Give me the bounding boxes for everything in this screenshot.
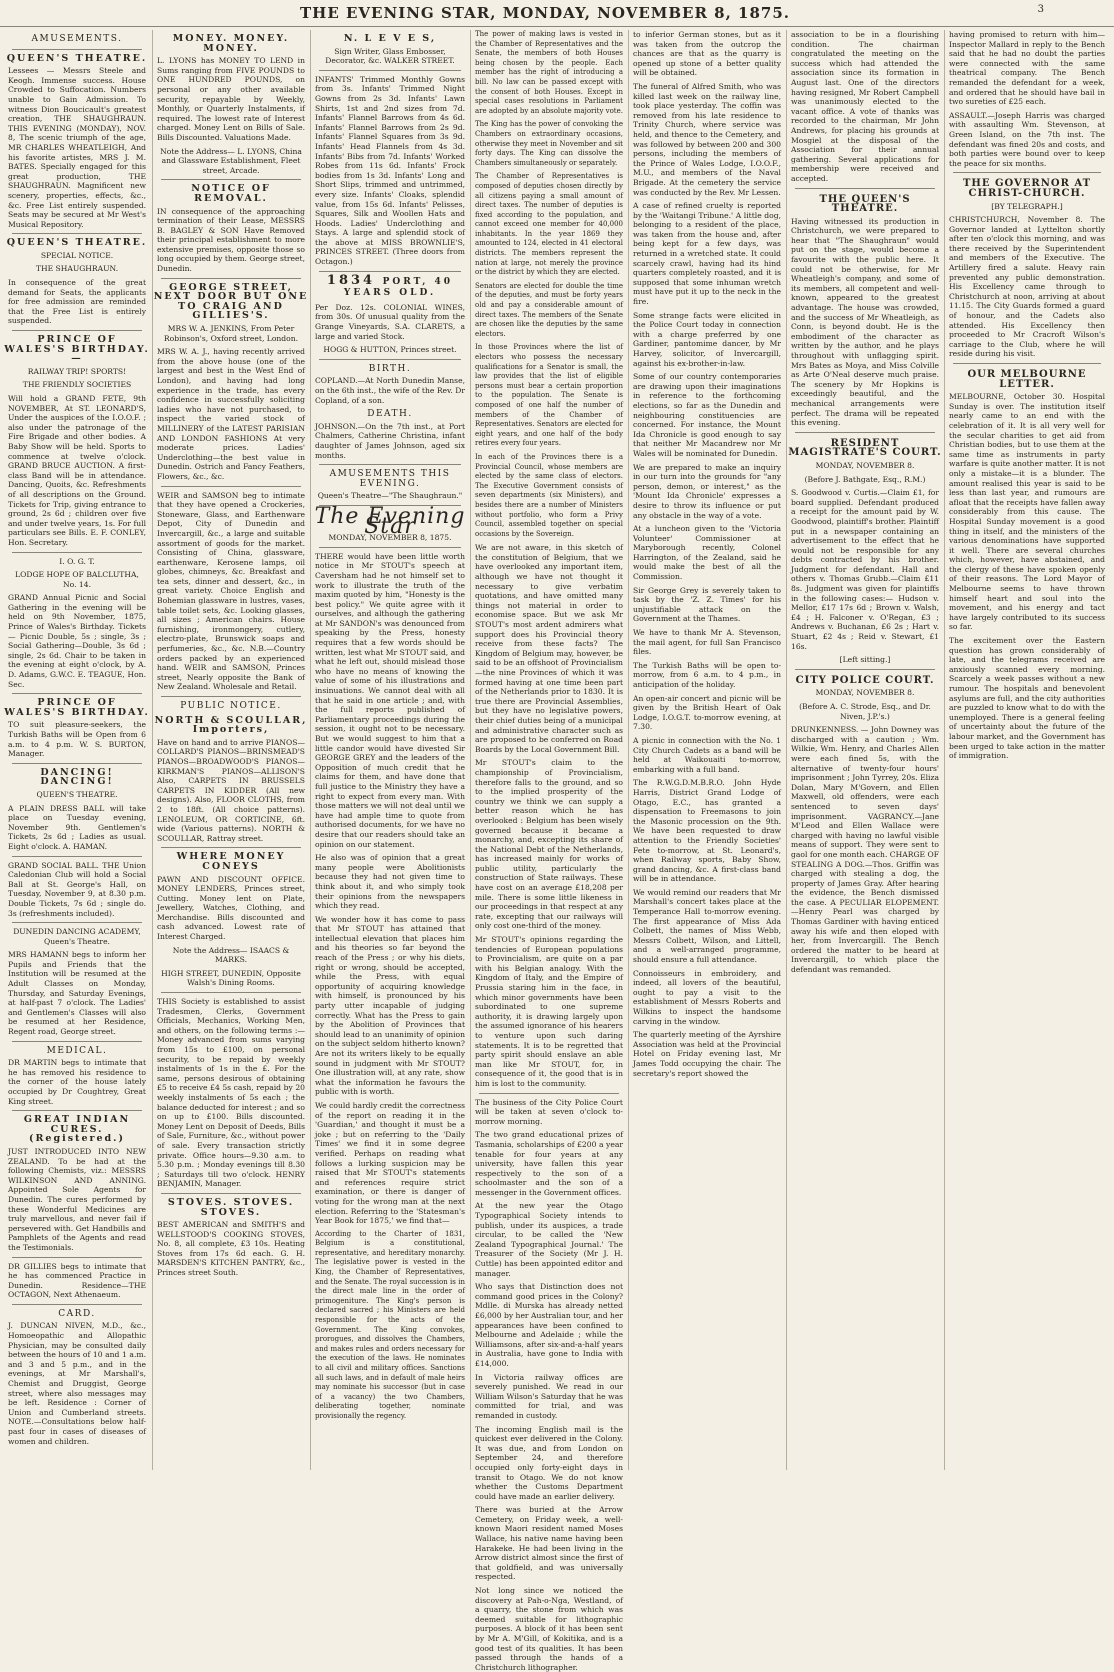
column-3 [310,30,469,1470]
ad-heading: WHERE MONEY CONEYS [176,851,286,872]
article-text: Connoisseurs in embroidery, and indeed, all lovers of the beautiful, ought to pay a visit to the establishment of Messrs Roberts and Wilkins to inspect the handsome carving in the window. [633,968,781,1026]
ad-heading: MONEY. MONEY. MONEY. [172,33,290,54]
section-heading: AMUSEMENTS. [31,34,123,44]
ad-text: BEST AMERICAN and SMITH'S and WELLSTOOD'S COOKING STOVES, No. 8, all complete, £3 10s. Heating Stoves from 17s 6d each. G. H. MARSDEN'S KITCHEN PANTRY, &c., Princes street South. [157,1220,305,1278]
ad-text: IN consequence of the approaching termination of their Lease, MESSRS B. BAGLEY & SON Have Removed their principal establishment to more extensive premises, opposite those so long occupied by them. George street, Dunedin. [157,206,305,274]
ad-subheading: SPECIAL NOTICE. [40,250,114,260]
ad-text: DR MARTIN begs to intimate that he has removed his residence to the corner of the house lately occupied by Dr Coughtrey, Great King street. [8,1058,146,1106]
article-date: MONDAY, NOVEMBER 8. [815,460,915,470]
ad-text: A PLAIN DRESS BALL will take place on Tuesday evening, November 9th. Gentlemen's Tickets, 2s 6d ; Ladies as usual. Eight o'clock. A. HAMAN. [8,803,146,851]
newspaper-title: THE EVENING STAR, MONDAY, NOVEMBER 8, 1875. [300,4,791,22]
article-text: In Victoria railway offices are severely punished. We read in our William Wilson's Saturday that he was committed for trial, and was remanded in custody. [475,1372,623,1420]
article-text: S. Goodwood v. Curtis.—Claim £1, for board supplied. Defendant produced a receipt for the amount paid by W. Goodwood, plaintiff's brother. Plaintiff put in a newspaper containing an advertisement to the effect that he would not be responsible for any debts contracted by his brother. Judgment for defendant. Hall and others v. Thomas Grubb.—Claim £11 8s. Judgment was given for plaintiffs in the following cases:— Hudson v. Mellor, £17 17s 6d ; Brown v. Walsh, £4 ; H. Falconer v. O'Regan, £3 ; Andrews v. Buchanan, £6 2s ; Hart v. Stuart, £2 4s ; Reid v. Stewart, £1 16s. [791,488,939,651]
section-heading: CARD. [58,1308,96,1319]
ad-text: GRAND Annual Picnic and Social Gathering in the evening will be held on 9th November, 1875, Prince of Wales's Birthday. Tickets — Picnic Double, 5s ; single, 3s ; Social Gathering—Double, 3s 6d ; single, 2s 6d. Chair to be taken in the evening at eight o'clock, by A. D. Adams, G.W.C. E. TEAGUE, Hon. Sec. [8,593,146,689]
ad-text: Lessees — Messrs Steele and Keogh. Immense success. House Crowded to Suffocation. Numbers unable to Gain Admission. To witness Dion Boucicault's greatest creation, THE SHAUGHRAUN. THIS EVENING (MONDAY), NOV. 8, The scenic triumph of the age, MR CHARLES WHEATLEIGH, And his favorite artistes, MRS J. M. BATES. Specially engaged for this great production, THE SHAUGHRAUN. Magnificent new scenery, properties, effects, &c., &c. Free List entirely suspended. Seats may be secured at Mr West's Musical Repository. [8,66,146,229]
ad-text: Note the Address— L. LYONS, China and Glassware Establishment, Fleet street, Arcade. [160,146,302,175]
ad-subheading: RAILWAY TRIP! SPORTS! [27,366,127,376]
article-heading: OUR MELBOURNE LETTER. [967,369,1087,390]
ad-heading: DANCING! DANCING! [40,766,114,788]
article-date: MONDAY, NOVEMBER 8. [815,688,915,698]
ad-text: Will hold a GRAND FETE, 9th NOVEMBER, At ST. LEONARD'S, Under the auspices of the I.O.O.F. ; also under the patronage of the Fire Brigade and other bodies. A Baby Show will be held. Sports to commence at twelve o'clock. GRAND BRUCE AUCTION. A first-class Band will be in attendance. Dancing, Quoits, &c. Refreshments of all descriptions on the Ground. Tickets for Trip, giving entrance to ground, 2s 6d ; children over five and under twelve years, 1s. For full particulars see Bills. E. F. CONLEY, Hon. Secretary. [8,394,146,547]
article-text: The R.W.G.D.M.B.R.O. John Hyde Harris, District Grand Lodge of Otago, E.C., has granted a dispensation to Freemasons to join the Masonic procession on the 9th. We have been requested to draw attention to the Friendly Societies' Fete to-morrow, at St. Leonard's, when Railway sports, Baby Show, grand dancing, &c. A first-class band will be in attendance. [633,778,781,884]
ad-subheading: HIGH STREET, DUNEDIN, Opposite Walsh's Dining Rooms. [161,968,301,988]
article-text: We are prepared to make an inquiry in our turn into the grounds for "any person, demon, or interest," as the 'Mount Ida Chronicle' expresses a desire to throw its influence or put any obstacle in the way of a vote. [633,462,781,520]
column-5 [628,30,785,1470]
article-text: Sir George Grey is severely taken to task by the 'Z. Z. Times' for his unjustifiable attack on the Government at the Thames. [633,585,781,624]
editorial-text: We could hardly credit the correctness of the report on reading it in the 'Guardian,' and thought it must be a joke ; but on referring to the 'Daily Times' we find it in some degree verified. Perhaps on reading what follows a lurking suspicion may be raised that Mr STOUT's statements and references require strict examination, or there is danger of voting for the wrong man at the next election. Referring to the 'Statesman's Year Book for 1875,' we find that— [315,1100,465,1226]
editorial-text: We wonder how it has come to pass that Mr STOUT has attained that intellectual elevation that places him and his theories so far beyond the reach of the Press ; or why his diets, right or wrong, should be accepted, while the Press, with equal opportunity of acquiring knowledge with himself, is pronounced by his party utter incapable of judging correctly. What has the Press to gain by the Abolition of Provinces that should lead to an unanimity of opinion on the subject seldom hitherto known? Are not its writers likely to be equally sound in judgment with Mr STOUT? One illustration will, at any rate, show what the information he favours the public with is worth. [315,914,465,1097]
page-mark: 3 [1037,4,1044,15]
article-text: In each of the Provinces there is a Provincial Council, whose members are elected by the same class of electors. The Executive Government consists of seven departments (six Ministers), and besides there are a number of Ministers without portfolio, who form a Privy Council, assembled together on special occasions by the Sovereign. [475,452,623,538]
ad-text: In consequence of the great demand for Seats, the applicants for free admission are reminded that the Free List is entirely suspended. [8,278,146,326]
article-text: Having witnessed its production in Christchurch, we were prepared to hear that "The Shaughraun" would put on the stage, would become a favourite with the public here. It could not be otherwise, for Mr Wheatleigh's company, and some of its members, all competent and well-known, appeared to the greatest advantage. The house was crowded, and the success of Mr Wheatleigh, as Conn, is beyond doubt. He is the embodiment of the character as written by the author, and he plays throughout with unflagging spirit. Mrs Bates as Moya, and Miss Colville as Arte O'Neal deserve much praise. The scenery by Mr Hopkins is exceedingly beautiful, and the mechanical arrangements were perfect. The drama will be repeated this evening. [791,216,939,428]
ad-text: MRS W. A. J., having recently arrived from the above house (one of the largest and best in the West End of London), and having had long experience in the trade, has every confidence in successfully soliciting ladies who have not purchased, to inspect the varied stock of MILLINERY of the LATEST PARISIAN AND LONDON FASHIONS At very moderate prices. Ladies' Underclothing—the best value in Dunedin. Ostrich and Fancy Feathers, Flowers, &c., &c. [157,347,305,481]
ad-subheading: LODGE HOPE OF BALCLUTHA, No. 14. [15,570,139,589]
ad-heading: GREAT INDIAN CURES. (Registered.) [23,1114,131,1145]
article-byline: (Before A. C. Strode, Esq., and Dr. Niven, J.P.'s.) [799,702,931,721]
article-text: At a luncheon given to the 'Victoria Volunteer' Commissioner at Maryborough recently, Colonel Harrington, of the Zealand, said he would make the best of all the Commission. [633,524,781,582]
article-text: The Chamber of Representatives is composed of deputies chosen directly by all citizens paying a small amount of direct taxes. The number of deputies is fixed according to the population, and cannot exceed one member for 40,000 inhabitants. In the year 1869 they amounted to 124, elected in 41 electoral districts. The members represent the nation at large, not merely the province or the district by which they are elected. [475,172,623,277]
ad-text: GRAND SOCIAL BALL. THE Union Caledonian Club will hold a Social Ball at St. George's Hall, on Tuesday, November 9, at 8.30 p.m. Double Tickets, 7s 6d ; single do. 3s (refreshments included). [8,860,146,918]
column-7 [944,30,1109,1470]
ad-heading: 1834 PORT, 40 YEARS OLD. [326,272,454,299]
section-heading: DEATH. [367,409,413,420]
ad-text: PAWN AND DISCOUNT OFFICE. MONEY LENDERS, Princes street, Cutting. Money lent on Plate, Jewellery, Watches, Clothing, and Merchandise. Bills discounted and cash advanced. Lowest rate of Interest Charged. [157,874,305,942]
column-6 [786,30,943,1470]
ad-heading: PRINCE OF WALES'S BIRTHDAY. [4,697,150,718]
article-text: Some of our country contemporaries are drawing upon their imaginations in reference to the forthcoming elections, so far as the Dunedin and neighbouring constituencies are concerned. For instance, the Mount Ida Chronicle is good enough to say that neither Mr Macandrew nor Mr Wales will be nominated for Dunedin. [633,372,781,458]
article-text: Senators are elected for double the time of the deputies, and must be forty years old and pay a considerable amount of direct taxes. The members of the Senate are chosen like the deputies by the same electors. [475,281,623,338]
article-text: We are not aware, in this sketch of the constitution of Belgium, that we have overlooked any important item, although we have not thought it necessary to give verbatim quotations, and have omitted many things not material in order to economise space. But we ask Mr STOUT's most ardent admirers what support does his Provincial theory receive from these facts? The Kingdom of Belgium may, however, be said to be an offshoot of Provincialism—the nine Provinces of which it was formed having at one time been part of the Netherlands prior to 1830. It is true there are Provincial Assemblies, but they have no legislative powers, their chief duties being of a municipal and administrative character such as are proposed to be conferred on Road Boards by the Local Government Bill. [475,543,623,754]
article-text: to inferior German stones, but as it was taken from the outcrop the chances are that as the quarry is opened up stone of a better quality will be obtained. [633,30,781,78]
notice-text: JOHNSON.—On the 7th inst., at Port Chalmers, Catherine Christina, infant daughter of James Johnson, aged six months. [315,421,465,460]
editorial-quote: According to the Charter of 1831, Belgium is a constitutional, representative, and hereditary monarchy. The legislative power is vested in the King, the Chamber of Representatives, and the Senate. The royal succession is in the direct male line in the order of primogeniture. The King's person is declared sacred ; his Ministers are held responsible for the acts of the Government. The King convokes, prorogues, and dissolves the Chambers, and makes rules and orders necessary for the execution of the laws. He nominates to all civil and military offices. Sanctions all such laws, and in default of male heirs may nominate his successor (but in case of a vacancy) the two Chambers, deliberating together, nominate provisionally the regency. [315,1229,465,1420]
ad-text: TO suit pleasure-seekers, the Turkish Baths will be Open from 6 a.m. to 4 p.m. W. S. BURTON, Manager. [8,720,146,759]
ad-subheading: QUEEN'S THEATRE. [36,789,118,799]
article-heading: RESIDENT MAGISTRATE'S COURT. [788,437,942,459]
ad-text: L. LYONS has MONEY TO LEND in Sums ranging from FIVE POUNDS to ONE HUNDRED POUNDS, on personal or any other available security, repayable by Weekly, Monthly, or Quarterly Instalments, if required. The lowest rate of Interest charged. Money Lent on Bills of Sale. Bills Discounted. Valuations Made. [157,56,305,142]
ad-subheading: Sign Writer, Glass Embosser, Decorator, &c. WALKER STREET. [325,46,455,66]
editorial-text: THERE would have been little worth notice in Mr STOUT's speech at Caversham had he not himself set to work to illustrate the truth of the maxim quoted by him, "Honesty is the best policy." We quite agree with it ourselves, and although the gathering at Mr SANDON's was denounced from speaking by the Press, honesty requires that a few words should be written, lest what Mr STOUT said, and what he left out, should mislead those who have no means of knowing the value of some of his illustrations and insinuations. We cannot deal with all that he said in one article ; and, with the full reports published of Parliamentary proceedings during the session, it ought not to be necessary. But we would suggest to him that a little candor would have divested Sir GEORGE GREY and the leaders of the Opposition of much credit that he claims for them, and have done that full justice to the Ministry they have a right to expect from every man. With those matters we will not deal until we have had ample time to quote from authorised documents, for we have no desire that our readers should take an opinion on our statement. [315,551,465,849]
ad-subheading: Note the Address— ISAACS & MARKS. [172,945,290,965]
article-text: We have to thank Mr A. Stevenson, the mail agent, for full San Francisco files. [633,628,781,657]
article-text: We would remind our readers that Mr Marshall's concert takes place at the Temperance Hall to-morrow evening. The first appearance of Miss Ada Colbett, the names of Miss Webb, Messrs Colbett, Wilson, and Littell, and a well-arranged programme, should ensure a full attendance. [633,887,781,965]
column-2 [152,30,309,1470]
newspaper-banner: The Evening Star [314,503,466,539]
article-text: The business of the City Police Court will be taken at seven o'clock to-morrow morning. [475,1097,623,1126]
article-text: ASSAULT.—Joseph Harris was charged with assaulting Wm. Stevenson, at Green Island, on the 7th inst. The defendant was fined 20s and costs, and both parties were bound over to keep the peace for six months. [949,110,1105,168]
article-text: The King has the power of convoking the Chambers on extraordinary occasions, otherwise they meet in November and sit forty days. The King can dissolve the Chambers simultaneously or separately. [475,120,623,167]
ad-text: J. DUNCAN NIVEN, M.D., &c., Homoeopathic and Allopathic Physician, may be consulted daily between the hours of 10 and 1 a.m. and 3 and 5 p.m., and in the evenings, at Mr Marshall's, Chemist and Druggist, George street, where also messages may be left. Residence : Corner of Union and Cumberland streets. NOTE.—Consultations below half-past four in cases of diseases of women and children. [8,1321,146,1446]
ad-text: DR GILLIES begs to intimate that he has commenced Practice in Dunedin. Residence—THE OCTAGON, Next Athenaeum. [8,1261,146,1300]
ad-heading: NOTICE OF REMOVAL. [191,183,271,204]
ad-heading: QUEEN'S THEATRE. [6,237,148,249]
ad-text: Have on hand and to arrive PIANOS—COLLARD'S PIANOS—BRINSMEAD'S PIANOS—BROADWOOD'S PIANOS—KIRKMAN'S PIANOS—ALLISON'S Also, CARPETS IN BRUSSELS CARPETS IN KIDDER (All new designs). Also, FLOOR CLOTHS, from 2 to 18ft. (All choice patterns). LENOLEUM, OR CORTICINE, 6ft. wide (Various patterns). NORTH & SCOULLAR, Rattray street. [157,737,305,843]
article-text: The funeral of Alfred Smith, who was killed last week on the railway line, took place yesterday. The coffin was removed from his late residence to Trinity Church, where service was held, and thence to the Cemetery, and was followed by between 200 and 300 persons, including the members of the Prince of Wales Lodge, I.O.O.F., M.U., and members of the Naval Brigade. At the cemetery the service was conducted by the Rev. Mr Lessen. [633,81,781,197]
article-text: MELBOURNE, October 30. Hospital Sunday is over. The institution itself nearly came to an end with the celebration of it. It is all very well for the secular charities to get aid from Christian bodies, but to use them at the same time as instruments in party warfare is quite another matter. It is not only a mistake—it is a blunder. The amount realised this year is said to be less than last year, and rumours are afloat that the receipts have fallen away considerably from this cause. The Hospital Sunday movement is a good thing in itself, and the ministers of the various denominations have supported it well. There are several churches which, however, have abstained, and the clergy of these have spoken openly of their reasons. The Lord Mayor of Melbourne seems to have thrown himself heart and soul into the movement, and his energy and tact have largely contributed to its success so far. [949,392,1105,632]
article-text: At the new year the Otago Typographical Society intends to publish, under its auspices, a trade circular, to be called the 'New Zealand Typographical Journal.' The Treasurer of the Society (Mr J. H. Cuttle) has been appointed editor and manager. [475,1201,623,1278]
article-text: A picnic in connection with the No. 1 City Church Cadets as a band will be held at Waikouaiti to-morrow, embarking with a full band. [633,735,781,774]
article-text: Mr STOUT's opinions regarding the tendencies of European populations to Provincialism, are quite on a par with his Belgian analogy. With the Kingdom of Italy, and the Empire of Prussia staring him in the face, in which minor governments have been subordinated to one supreme authority, it is drawing largely upon the assumed ignorance of his hearers to venture upon such daring statements. It is to be regretted that party spirit should enslave an able man like Mr STOUT, for, in consequence of it, the good that is in him is lost to the community. [475,935,623,1088]
column-4 [470,30,627,1672]
article-heading: CITY POLICE COURT. [795,674,935,686]
ad-heading: N. L E V E S, [343,33,437,44]
column-1 [4,30,150,1470]
article-byline: (Before J. Bathgate, Esq., R.M.) [804,474,926,484]
ad-heading: STOVES. STOVES. STOVES. [167,1196,295,1218]
article-text: Not long since we noticed the discovery at Pah-o-Nga, Westland, of a quarry, the stone from which was deemed suitable for lithographic purposes. A block of it has been sent by Mr A. M'Gill, of Kokitika, and is a good test of its qualities. It has been passed through the hands of a Christchurch lithographer. [475,1586,623,1672]
section-heading: BIRTH. [368,363,412,374]
ad-subheading: DUNEDIN DANCING ACADEMY, Queen's Theatre. [13,927,141,946]
dateline: MONDAY, NOVEMBER 8, 1875. [328,533,452,543]
article-text: The two grand educational prizes of Tasmania, scholarships of £200 a year tenable for four years at any university, have fallen this year respectively to the son of a schoolmaster and the son of a messenger in the Government offices. [475,1130,623,1197]
ad-text: INFANTS' Trimmed Monthly Gowns from 3s. Infants' Trimmed Night Gowns from 2s 3d. Infants' Lawn Shirts, 1st and 2nd sizes from 7d. Infants' Flannel Barrows from 4s 6d. Infants' Flannel Barrows from 2s 9d. Infants' Flannel Squares from 3s 9d. Infants' Head Flannels from 4s 3d. Infants' Bibs from 7d. Infants' Worked Robes from 11s 6d. Infants' Frock bodies from 1s 3d. Infants' Long and Short Slips, trimmed and untrimmed, every size. Infants' Cloaks, splendid value, from 15s 6d. Infants' Pelisses, Squares, Silk and Woollen Hats and Hoods. Ladies' Underclothing and Stays. A large and splendid stock of the above at MISS BROWNLIE'S, PRINCES STREET. (Three doors from Octagon.) [315,74,465,267]
article-text: Mr STOUT's claim to the championship of Provincialism, therefore falls to the ground, and so to the implied prosperity of the country we think we can supply a better reason which he has overlooked : Belgium has been wisely governed because it became a monarchy, and, excepting its share of the National Debt of the Netherlands, has increased mainly for works of public utility, particularly the construction of State railways. These have cost on an average £18,208 per mile. There is some little likeness in our proceedings in that respect at any rate, excepting that our railways will only cost one-third of the money. [475,758,623,931]
ad-subheading: THE SHAUGHRAUN. [35,264,119,274]
article-text: association to be in a flourishing condition. The chairman congratulated the meeting on the success which had attended the association since its formation in August last. One of the directors having resigned, Mr Robert Campbell was unanimously elected to the vacant office. A vote of thanks was recorded to the chairman, Mr John Andrews, for placing his grounds at Mosgiel at the disposal of the Association for their annual gathering. Several applications for membership were received and accepted. [791,30,939,183]
editorial-text: He also was of opinion that a great many people were Abolitionists because they had not given time to think about it, and who simply took their opinions from the newspapers which they read. [315,853,465,911]
article-text: The power of making laws is vested in the Chamber of Representatives and the Senate, the members of both Houses being chosen by the people. Each member has the right of introducing a bill. No law can be passed except with the consent of both Houses. Except in special cases resolutions in Parliament are adopted by an absolute majority vote. [475,30,623,115]
ad-heading: PRINCE OF WALES'S BIRTHDAY.— [4,334,150,365]
notice-text: COPLAND.—At North Dunedin Manse, on the 6th inst., the wife of the Rev. Dr Copland, of a son. [315,376,465,405]
article-text: A case of refined cruelty is reported by the 'Waitangi Tribune.' A little dog, belonging to a resident of the place, was taken from the house and, after being kept for a few days, was returned in a wretched state. It could scarcely crawl, having had its hind quarters completely roasted, and it is supposed that some inhuman wretch must have put it up to the neck in the fire. [633,201,781,307]
ad-text: MRS HAMANN begs to inform her Pupils and Friends that the Institution will be resumed at the Adult Classes on Monday, Thursday, and Saturday Evenings, at half-past 7 o'clock. The Ladies' and Gentlemen's Classes will also be resumed at her Residence, Regent road, George street. [8,950,146,1037]
ad-heading: NORTH & SCOULLAR, Importers, [154,714,308,736]
ad-heading: QUEEN'S THEATRE. [6,52,148,64]
article-text: CHRISTCHURCH, November 8. The Governor landed at Lyttelton shortly after ten o'clock this morning, and was there received by the Superintendent and members of the Executive. The Artillery fired a salute. Heavy rain prevented any public demonstration. His Excellency came through to Christchurch at noon, arriving at about 11.15. The City Guards formed a guard of honour, and the Cadets also attended. His Excellency then proceeded to Mr Cracroft Wilson's carriage to the Club, where he will reside during his visit. [949,215,1105,359]
ad-text: WEIR and SAMSON beg to intimate that they have opened a Crockeries, Stoneware, Glass, and Earthenware Depot, City of Dunedin and Invercargill, &c., a large and suitable assortment of goods for the market. Consisting of China, glassware, earthenware, Kerosene lamps, oil globes, chimneys, &c. Breakfast and tea sets, dinner and dessert, &c., in great variety. Choice English and Bohemian glassware in lustres, vases, table toilet sets, &c. Looking glasses, all sizes ; American chairs. House furnishing, ironmongery, cutlery, electro-plate, Brunswick soaps and perfumeries, &c., &c. N.B.—Country orders packed by an experienced hand. WEIR and SAMSON, Princes street, Nearly opposite the Bank of New Zealand. Wholesale and Retail. [157,490,305,692]
section-heading: AMUSEMENTS THIS EVENING. [329,469,451,489]
ad-heading: GEORGE STREET, NEXT DOOR BUT ONE TO CRAIG AND GILLIES'S. [153,281,309,322]
article-text: The excitement over the Eastern question has grown considerably of late, and the telegrams received are anxiously scanned every morning. Scarcely a week passes without a new rumour. The hospitals and benevolent asylums are full, and the city authorities are puzzled to know what to do with the unemployed. There is a general feeling of uncertainty about the future of the labour market, and the Government has been urged to take action in the matter of immigration. [949,636,1105,761]
article-note: [Left sitting.] [839,655,891,665]
article-text: The quarterly meeting of the Ayrshire Association was held at the Provincial Hotel on Friday evening last, Mr James Todd occupying the chair. The secretary's report showed the [633,1030,781,1078]
ad-subheading: MRS W. A. JENKINS, From Peter Robinson's, Oxford street, London. [163,324,299,343]
ad-subheading: HOGG & HUTTON, Princes street. [323,345,457,355]
article-text: having promised to return with him—Inspector Mallard in reply to the Bench said that he had no doubt the parties were connected with the same theatrical company. The Bench remanded the defendant for a week, and ordered that he should have bail in two sureties of £25 each. [949,30,1105,107]
section-heading: MEDICAL. [46,1045,108,1056]
notice-text: Queen's Theatre—"The Shaughraun." [317,491,463,501]
article-text: DRUNKENNESS. — John Downey was discharged with a caution ; Wm. Wilkie, Wm. Henry, and Charles Allen were each fined 5s, with the alternative of twenty-four hours' imprisonment ; John Tyrrey, 20s. Eliza Dolan, Mary M'Govern, and Ellen Maxwell, old offenders, were each sentenced to seven days' imprisonment. VAGRANCY.—Jane M'Leod and Ellen Wallace were charged with having no lawful visible means of support. They were sent to gaol for one month each. CHARGE OF STEALING A DOG.—Thos. Griffin was charged with stealing a dog, the property of James Gray. After hearing the evidence, the Bench dismissed the case. A PECULIAR ELOPEMENT.—Henry Pearl was charged by Thomas Gardiner with having enticed away his wife and then eloped with her, from Invercargill. The Bench ordered the matter to be heard at Invercargill, to which place the defendant was remanded. [791,725,939,975]
article-text: The Turkish Baths will be open to-morrow, from 6 a.m. to 4 p.m., in anticipation of the holiday. [633,660,781,689]
ad-subheading: THE FRIENDLY SOCIETIES [22,380,132,390]
masthead [0,0,1114,27]
article-text: Who says that Distinction does not command good prices in the Colony? Mdlle. di Murska has already netted £6,000 by her Australian tour, and her appearances have been confined to Melbourne and Adelaide ; while the Williamsons, after six-and-a-half years in Australia, have gone to India with £14,000. [475,1282,623,1368]
ad-text: JUST INTRODUCED INTO NEW ZEALAND. To be had at the following Chemists, viz.: MESSRS WILKINSON AND ANNING. Appointed Sole Agents for Dunedin. The cures performed by these Wonderful Medicines are truly marvellous, and never fail if persevered with. Get Handbills and Pamphlets of the Agents and read the Testimonials. [8,1146,146,1252]
section-heading: PUBLIC NOTICE. [180,701,282,711]
ad-text: THIS Society is established to assist Tradesmen, Clerks, Government Officials, Mechanics, Working Men, and others, on the following terms :— Money advanced from sums varying from 15s to £100, on personal security, to be repaid by weekly instalments of 1s in the £. For the same, persons desirous of obtaining £5 to receive £4 5s cash, repaid by 20 weekly instalments of 5s each ; the balance deducted for interest ; and so on up to £100. Bills discounted. Money Lent on Deposit of Deeds, Bills of Sale, Furniture, &c., without power of sale. Every transaction strictly private. Office hours—9.30 a.m. to 5.30 p.m. ; Monday evenings till 8.30 ; Saturdays till two o'clock. HENRY BENJAMIN, Manager. [157,997,305,1189]
article-heading: THE QUEEN'S THEATRE. [819,193,911,215]
article-byline: [BY TELEGRAPH.] [991,201,1063,211]
ad-text: Per Doz. 12s. COLONIAL WINES, from 30s. Of unusual quality from the Grange Vineyards, S.A. CLARETS, a large and varied Stock. [315,302,465,341]
article-text: The incoming English mail is the quickest ever delivered in the Colony. It was due, and from London on September 24, and therefore occupied only forty-eight days in transit to Otago. We do not know whether the Customs Department could have made an earlier delivery. [475,1424,623,1501]
article-text: An open-air concert and picnic will be given by the British Heart of Oak Lodge, I.O.G.T. to-morrow evening, at 7.30. [633,693,781,732]
ad-subheading: I. O. G. T. [59,556,95,566]
article-text: Some strange facts were elicited in the Police Court today in connection with a charge preferred by one Gardiner, pantomime dancer, by Mr Harvey, solicitor, of Invercargill, against his ex-brother-in-law. [633,310,781,368]
article-text: In those Provinces where the list of electors who possess the necessary qualifications for a Senator is small, the law provides that the list of eligible persons must bear a certain proportion to the population. The Senate is composed of one half the number of members of the Chamber of Representatives. Senators are elected for eight years, and one half of the body retires every four years. [475,343,623,448]
article-text: There was buried at the Arrow Cemetery, on Friday week, a well-known Maori resident named Moses Wallace, his native name having been Harakeke. He had been living in the Arrow district almost since the first of that goldfield, and was universally respected. [475,1505,623,1582]
article-heading: THE GOVERNOR AT CHRIST-CHURCH. [962,178,1092,199]
